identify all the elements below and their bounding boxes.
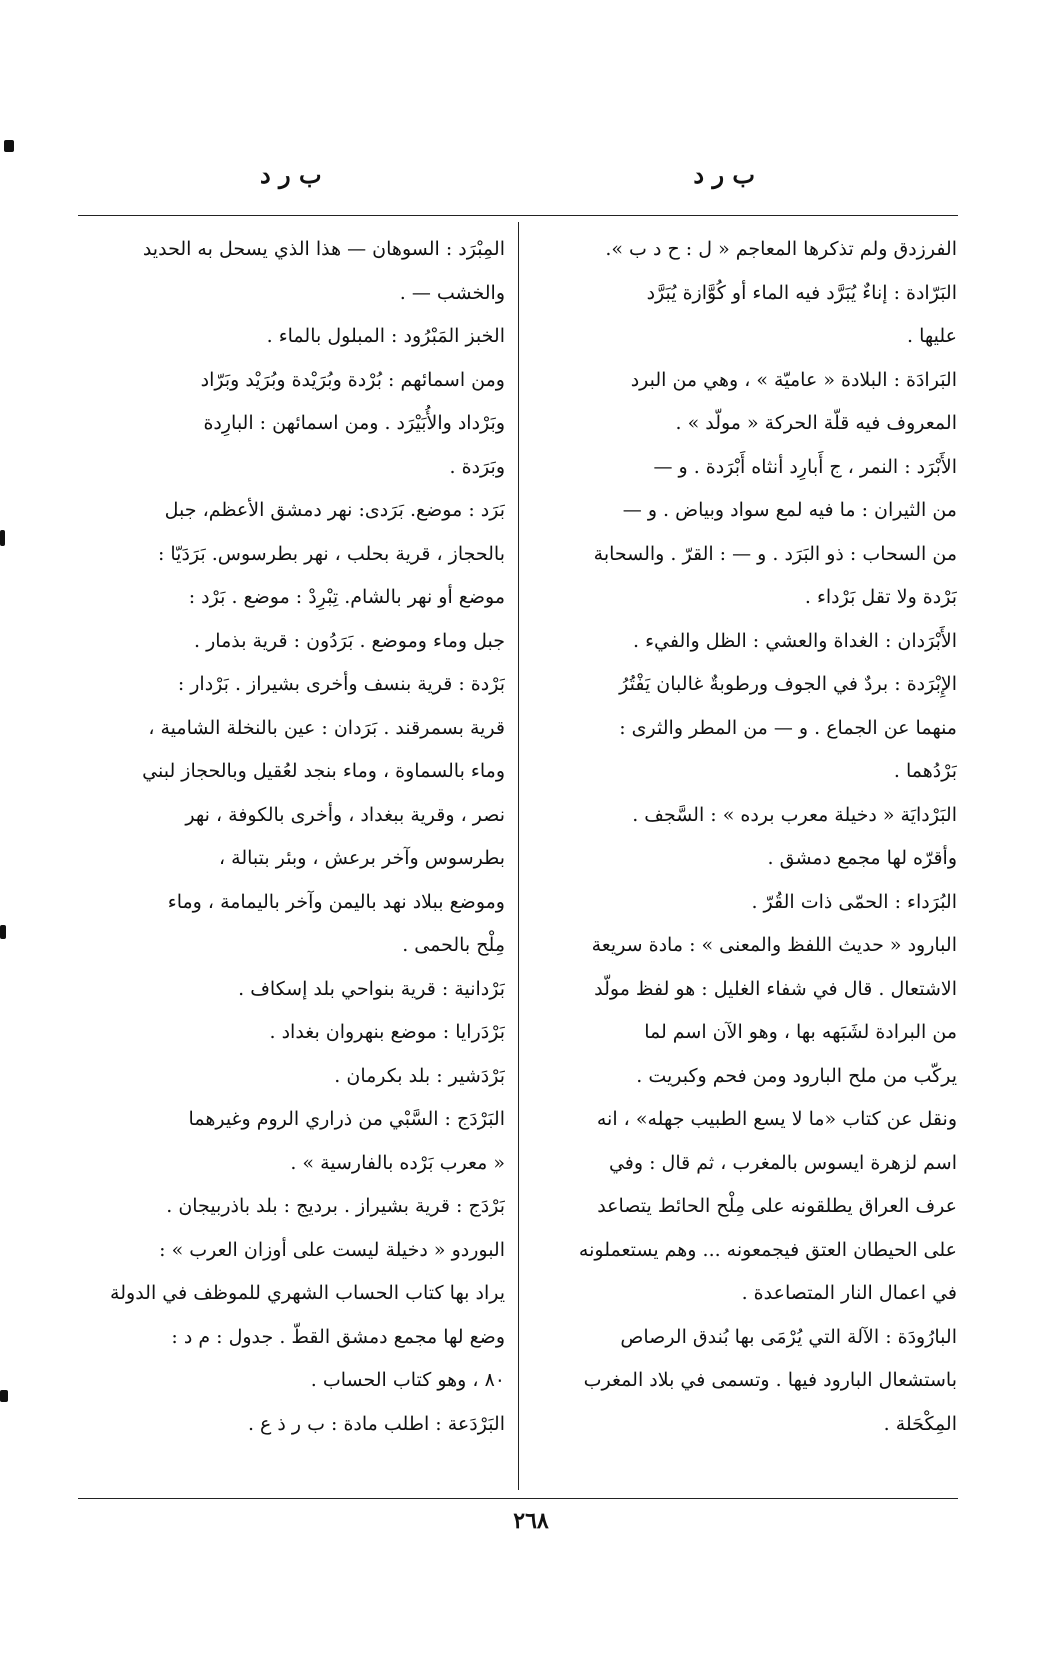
text-line: بطرسوس وآخر برعش ، وبئر بتبالة ، [218, 847, 505, 869]
header-rule [78, 215, 958, 216]
text-line: البُرَداء : الحمّى ذات القُرّ . [751, 890, 957, 913]
text-line: على الحيطان العتق فيجمعونه ... وهم يستعملونه [578, 1238, 957, 1261]
text-line: الإِبْرَدة : بردٌ في الجوف ورطوبةٌ غالبان يَفْتُرُ [619, 673, 957, 695]
text-line: بَرْدانية : قرية بنواحي بلد إسكاف . [238, 977, 505, 1000]
text-line: البارُودَة : الآلة التي يُرْمَى بها بُندق الرصاص [620, 1325, 957, 1348]
page-number: ٢٦٨ [513, 1508, 549, 1534]
text-line: نصر ، وقرية ببغداد ، وأخرى بالكوفة ، نهر [185, 803, 505, 826]
text-line: منهما عن الجماع . و — من المطر والثرى : [619, 716, 957, 739]
header-root-left: ب ر د [260, 160, 322, 189]
text-line: ٨٠ ، وهو كتاب الحساب . [310, 1369, 505, 1391]
scan-edge-mark [0, 1390, 8, 1402]
text-line: وضع لها مجمع دمشق القطّ . جدول : م د : [171, 1325, 505, 1348]
text-line: البارود « حديث اللفظ والمعنى » : مادة سريعة [591, 934, 957, 956]
text-line: المِكْحَلة . [883, 1412, 957, 1435]
text-line: من البرادة لشَبَهه بها ، وهو الآن اسم لما [644, 1021, 957, 1043]
running-header [80, 160, 955, 200]
text-line: باستشعال البارود فيها . وتسمى في بلاد المغرب [583, 1369, 957, 1391]
header-root-right: ب ر د [693, 160, 755, 189]
text-line: في اعمال النار المتصاعدة . [741, 1282, 957, 1304]
text-line: موضع أو نهر بالشام. تِبْرِدْ : موضع . بَرْد : [188, 586, 505, 608]
text-line: « معرب بَرْده بالفارسية » . [290, 1151, 505, 1174]
text-line: وماء بالسماوة ، وماء بنجد لعُقيل وبالحجاز لبني [142, 760, 505, 782]
text-line: البوردو « دخيلة ليست على أوزان العرب » : [159, 1238, 505, 1261]
text-line: عرف العراق يطلقونه على مِلْح الحائط يتصاعد [597, 1195, 957, 1217]
text-line: بَرْدة ولا تقل بَرْداء . [804, 586, 957, 608]
text-line: بَرْدة : قرية بنسف وأخرى بشيراز . بَرْدار : [177, 673, 505, 695]
text-line: مِلْح بالحمى . [402, 934, 505, 956]
left-column [85, 228, 505, 1446]
text-line: قرية بسمرقند . بَرَدان : عين بالنخلة الشامية ، [148, 716, 505, 739]
text-line: الأَبْرَد : النمر ، ج أَبارِد أنثاه أَبْرَدة . و — [653, 455, 957, 478]
text-line: اسم لزهرة ايسوس بالمغرب ، ثم قال : وفي [608, 1151, 957, 1174]
text-line: عليها . [907, 325, 957, 347]
text-line: وبَرَدة . [449, 455, 505, 478]
text-line: من الثيران : ما فيه لمع سواد وبياض . و — [622, 499, 957, 521]
text-line: البَرْدَعة : اطلب مادة : ب ر ذ ع . [247, 1412, 505, 1435]
scan-edge-mark [0, 925, 6, 939]
text-line: البَرْدايَة « دخيلة معرب برده » : السَّجف . [632, 803, 957, 826]
text-line: الاشتعال . قال في شفاء الغليل : هو لفظ مولّد [594, 977, 957, 1000]
text-line: البَرادَة : البلادة « عاميّة » ، وهي من البرد [630, 368, 957, 391]
text-line: الأَبْرَدان : الغداة والعشي : الظل والفيء . [632, 629, 957, 652]
text-line: الفرزدق ولم تذكرها المعاجم « ل : ح د ب ». [605, 238, 957, 260]
text-line: بَرَد : موضع. بَرَدى: نهر دمشق الأعظم، جبل [164, 499, 505, 521]
text-line: وأقرّه لها مجمع دمشق . [767, 847, 957, 869]
text-line: وبَرْداد والأُبَيْرَد . ومن اسمائهن : البارِدة [203, 412, 505, 434]
text-line: بَرْدُهما . [893, 760, 957, 782]
text-line: بَرْدَج : قرية بشيراز . برديج : بلد باذربيجان . [166, 1195, 505, 1217]
text-line: يراد بها كتاب الحساب الشهري للموظف في الدولة [110, 1282, 505, 1304]
text-line: البَرّادة : إناءٌ يُبَرَّد فيه الماء أو كُوَّازة يُبَرَّد [646, 281, 957, 304]
footer-rule [78, 1498, 958, 1499]
text-line: المعروف فيه قلّة الحركة « مولّد » . [675, 412, 957, 434]
text-line: بَرْدَشير : بلد بكرمان . [334, 1064, 505, 1087]
text-line: الخبز المَبْرُود : المبلول بالماء . [266, 325, 505, 347]
text-line: والخشب — . [399, 281, 505, 304]
text-line: يركّب من ملح البارود ومن فحم وكبريت . [636, 1064, 957, 1087]
text-line: من السحاب : ذو البَرَد . و — : القرّ . والسحابة [593, 542, 957, 565]
scan-edge-mark [4, 140, 14, 152]
text-line: بالحجاز ، قرية بحلب ، نهر بطرسوس. بَرَدَيّا : [157, 542, 505, 565]
text-line: المِبْرَد : السوهان — هذا الذي يسحل به الحديد [142, 238, 505, 260]
scan-edge-mark [0, 530, 5, 546]
text-line: بَرْدَرايا : موضع بنهروان بغداد . [269, 1021, 505, 1043]
text-line: وموضع ببلاد نهد باليمن وآخر باليمامة ، وماء [167, 890, 505, 913]
text-line: البَرْدَج : السَّبْي من ذراري الروم وغيرهما [188, 1108, 505, 1130]
column-divider [518, 222, 519, 1490]
right-column [537, 228, 957, 1446]
text-line: جبل وماء وموضع . بَرَدُون : قرية بذمار . [194, 629, 505, 652]
text-line: ونقل عن كتاب «ما لا يسع الطبيب جهله» ، انه [596, 1108, 957, 1130]
text-line: ومن اسمائهم : بُرْدة وبُرَيْدة وبُرَيْد وبَرّاد [200, 368, 505, 391]
